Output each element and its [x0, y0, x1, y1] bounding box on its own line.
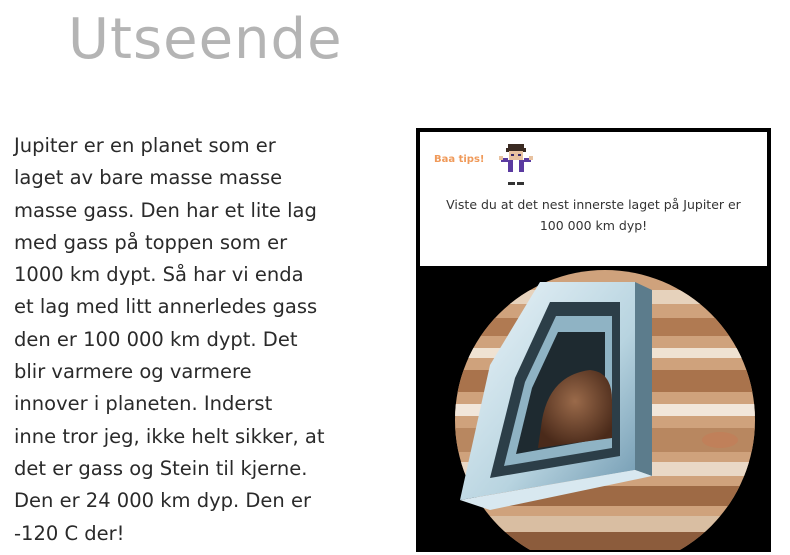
body-text: Jupiter er en planet som er laget av bare masse masse masse gass. Den har et lite lag med gass på toppen som er 1000 km dypt. Så har vi enda et lag med litt annerledes gass den er 100 000 km dypt. Det blir varmere og varmere innover i planeten. Inderst inne tror jeg, ikke helt sikker, at det er gass og Stein til kjerne. Den er 24 000 km dyp. Den er -120 C der! [14, 134, 325, 545]
jupiter-cutaway-icon [420, 270, 767, 550]
page-title: Utseende [68, 7, 343, 72]
pixel-character-icon [498, 142, 534, 186]
jupiter-card [416, 128, 771, 552]
tip-box [420, 132, 767, 266]
tip-label: Baa tips! [434, 154, 485, 165]
tip-text: Viste du at det nest innerste laget på Jupiter er 100 000 km dyp! [446, 197, 741, 233]
